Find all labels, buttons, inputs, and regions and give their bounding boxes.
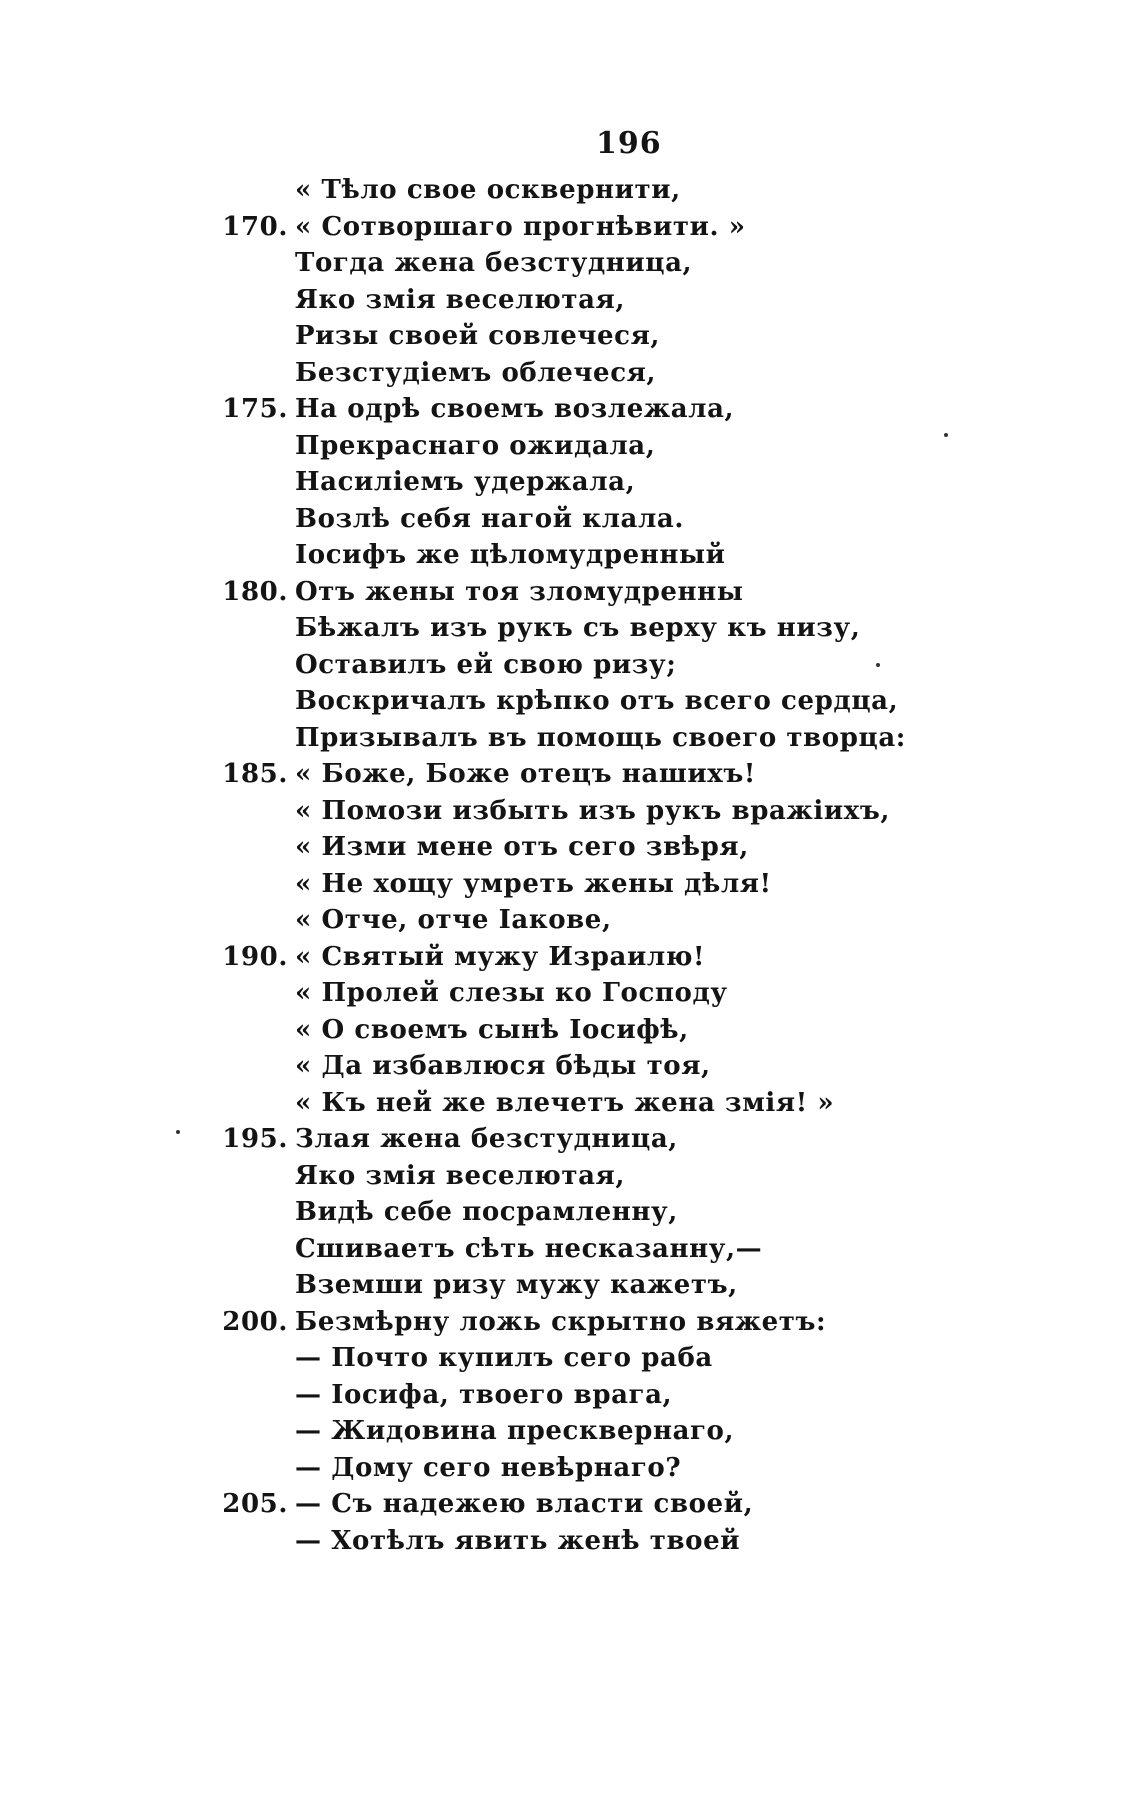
line-text: « Тѣло свое осквернити, xyxy=(295,175,681,205)
verse-line xyxy=(200,1048,1100,1085)
line-text: « Помози избыть изъ рукъ вражіихъ, xyxy=(295,795,891,826)
line-text: На одрѣ своемъ возлежала, xyxy=(295,394,735,424)
verse-line xyxy=(200,902,1100,939)
verse-line xyxy=(200,829,1100,866)
line-text: Прекраснаго ожидала, xyxy=(295,430,656,461)
line-text: « Святый мужу Израилю! xyxy=(295,941,706,972)
scan-speck xyxy=(944,433,948,437)
page-number: 196 xyxy=(596,126,662,161)
verse-line xyxy=(200,501,1100,538)
line-text: Сшиваетъ сѣть несказанну,— xyxy=(295,1233,763,1264)
line-text: « Не хощу умреть жены дѣля! xyxy=(295,868,772,899)
verse-line xyxy=(200,793,1100,830)
line-text: Безмѣрну ложь скрытно вяжетъ: xyxy=(295,1306,827,1337)
line-number: 170. xyxy=(222,211,288,242)
verse-line xyxy=(200,720,1100,757)
line-text: Отъ жены тоя зломудренны xyxy=(295,576,744,607)
line-number: 180. xyxy=(222,576,288,607)
verse-line xyxy=(200,464,1100,501)
verse-line xyxy=(200,537,1100,574)
verse-line xyxy=(200,1121,1100,1158)
verse-line xyxy=(200,574,1100,611)
line-text: « Да избавлюся бѣды тоя, xyxy=(295,1051,711,1081)
line-text: « Къ ней же влечетъ жена змія! » xyxy=(295,1087,835,1118)
verse-line xyxy=(200,355,1100,392)
line-text: « Сотворшаго прогнѣвити. » xyxy=(295,211,746,242)
verse-line xyxy=(200,939,1100,976)
line-number: 190. xyxy=(222,941,288,972)
verse-line xyxy=(200,1450,1100,1487)
line-number: 200. xyxy=(222,1306,288,1337)
line-text: Воскричалъ крѣпко отъ всего сердца, xyxy=(295,686,899,716)
verse-line xyxy=(200,209,1100,246)
verse-line xyxy=(200,1377,1100,1414)
line-text: Тогда жена безстудница, xyxy=(295,248,693,278)
line-text: — Съ надежею власти своей, xyxy=(295,1489,754,1519)
verse-line xyxy=(200,1523,1100,1560)
verse-line xyxy=(200,610,1100,647)
line-text: — Іосифа, твоего врага, xyxy=(295,1379,673,1410)
verse-line xyxy=(200,1194,1100,1231)
line-text: Бѣжалъ изъ рукъ съ верху къ низу, xyxy=(295,613,861,643)
scan-speck xyxy=(876,663,880,667)
line-text: Оставилъ ей свою ризу; xyxy=(295,649,677,680)
line-text: — Дому сего невѣрнаго? xyxy=(295,1452,682,1483)
verse-line xyxy=(200,172,1100,209)
verse-block xyxy=(200,172,1100,1559)
line-text: « Пролей слезы ко Господу xyxy=(295,978,728,1008)
line-text: Іосифъ же цѣломудренный xyxy=(295,540,726,570)
line-text: — Хотѣлъ явить женѣ твоей xyxy=(295,1525,741,1556)
line-number: 185. xyxy=(222,759,288,789)
line-text: Вземши ризу мужу кажетъ, xyxy=(295,1270,738,1300)
verse-line xyxy=(200,1304,1100,1341)
verse-line xyxy=(200,683,1100,720)
line-text: « Боже, Боже отецъ нашихъ! xyxy=(295,759,756,789)
verse-line xyxy=(200,647,1100,684)
verse-line xyxy=(200,245,1100,282)
line-text: Видѣ себе посрамленну, xyxy=(295,1197,678,1227)
verse-line xyxy=(200,391,1100,428)
verse-line xyxy=(200,1231,1100,1268)
verse-line xyxy=(200,866,1100,903)
verse-line xyxy=(200,1158,1100,1195)
line-text: Яко змія веселютая, xyxy=(295,284,626,315)
verse-line xyxy=(200,756,1100,793)
verse-line xyxy=(200,282,1100,319)
line-text: — Почто купилъ сего раба xyxy=(295,1343,713,1373)
verse-line xyxy=(200,1267,1100,1304)
line-text: — Жидовина пресквернаго, xyxy=(295,1416,735,1446)
scan-speck xyxy=(176,1130,180,1134)
verse-line xyxy=(200,1413,1100,1450)
line-text: Злая жена безстудница, xyxy=(295,1124,678,1154)
line-text: Яко змія веселютая, xyxy=(295,1160,626,1191)
line-text: Призывалъ въ помощь своего творца: xyxy=(295,722,906,753)
line-text: Ризы своей совлечеся, xyxy=(295,321,661,351)
line-text: « О своемъ сынѣ Іосифѣ, xyxy=(295,1014,689,1045)
line-text: « Отче, отче Іакове, xyxy=(295,905,612,935)
line-number: 175. xyxy=(222,394,288,424)
verse-line xyxy=(200,1085,1100,1122)
verse-line xyxy=(200,1486,1100,1523)
verse-line xyxy=(200,975,1100,1012)
verse-line xyxy=(200,318,1100,355)
line-text: « Изми мене отъ сего звѣря, xyxy=(295,832,749,862)
verse-line xyxy=(200,1340,1100,1377)
line-text: Возлѣ себя нагой клала. xyxy=(295,503,685,534)
line-text: Безстудіемъ облечеся, xyxy=(295,357,657,388)
line-number: 205. xyxy=(222,1489,288,1519)
verse-line xyxy=(200,428,1100,465)
line-text: Насиліемъ удержала, xyxy=(295,467,636,497)
verse-line xyxy=(200,1012,1100,1049)
line-number: 195. xyxy=(222,1124,288,1154)
